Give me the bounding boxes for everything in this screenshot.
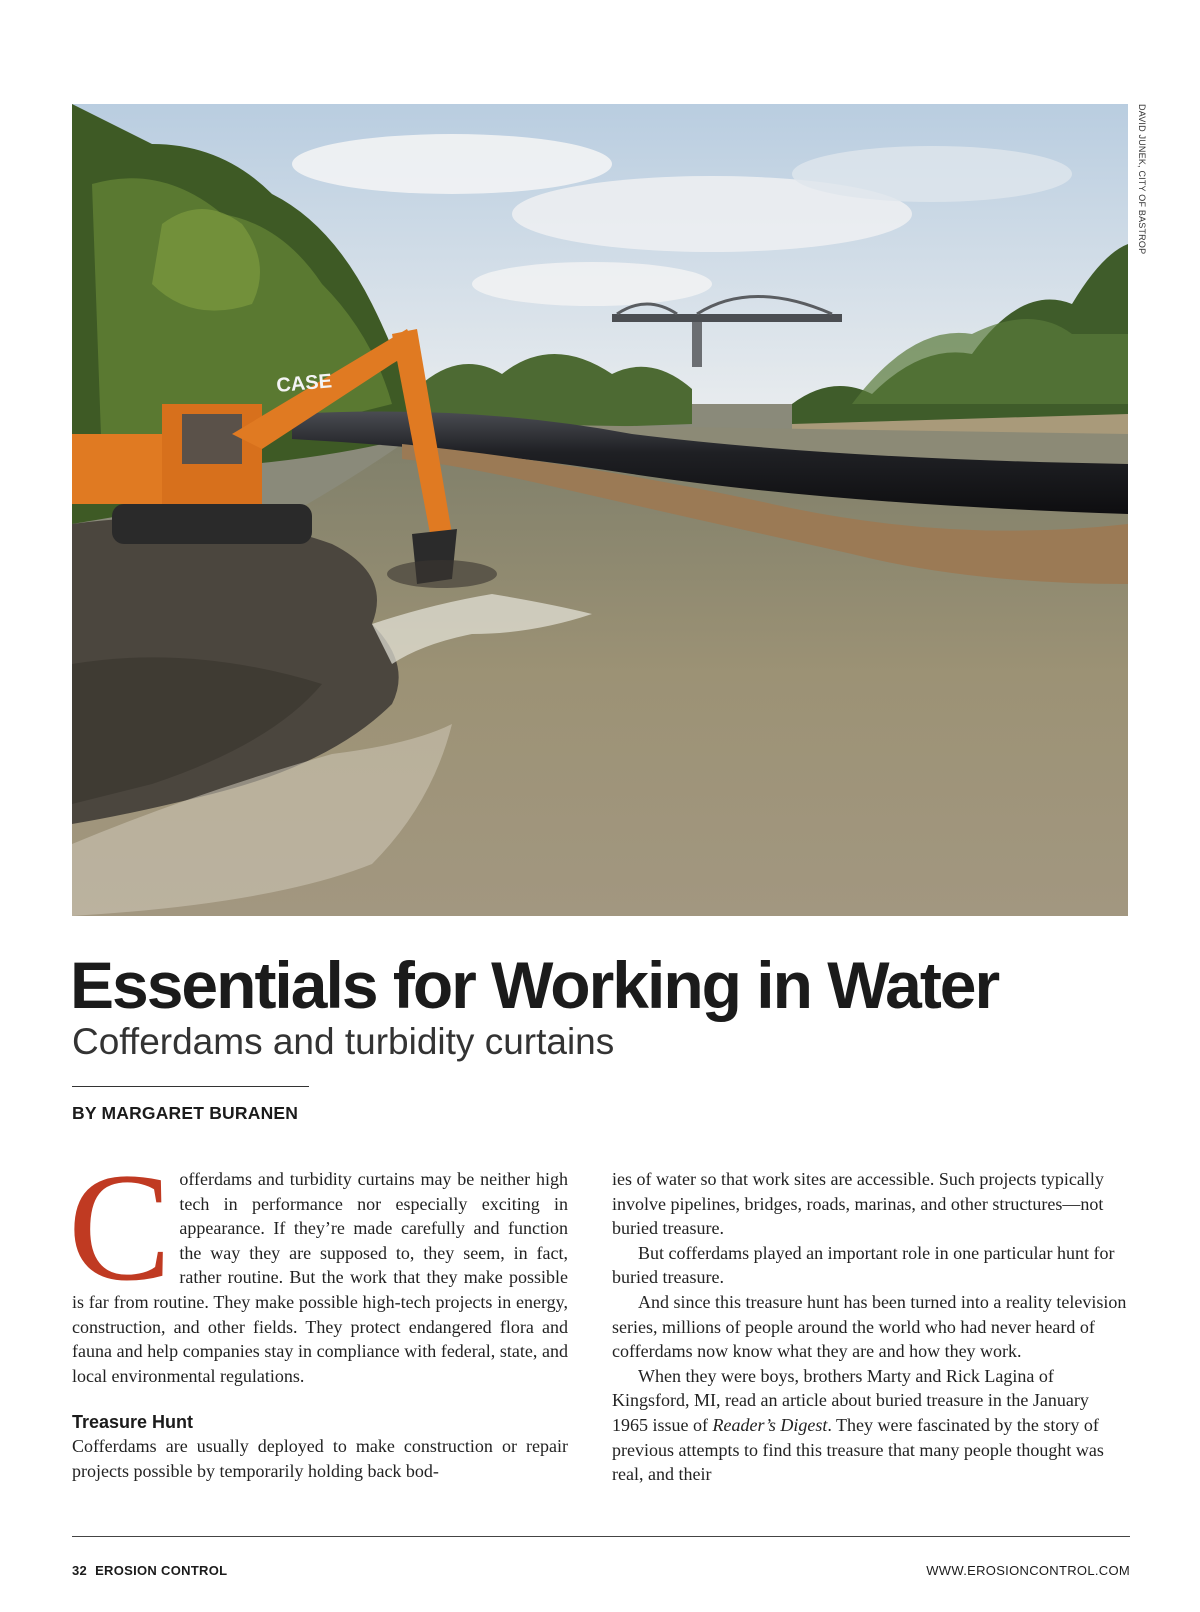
paragraph: And since this treasure hunt has been turned into a reality television series, millions of people around the world who had never heard of cofferdams now know what they are and how they work. bbox=[612, 1291, 1127, 1362]
hero-photo bbox=[72, 104, 1128, 916]
photo-credit: DAVID JUNEK, CITY OF BASTROP bbox=[1137, 104, 1147, 255]
title-divider bbox=[72, 1086, 309, 1087]
byline: BY MARGARET BURANEN bbox=[72, 1103, 299, 1123]
paragraph bbox=[68, 1141, 568, 1388]
footer-website: WWW.EROSIONCONTROL.COM bbox=[926, 1563, 1130, 1578]
paragraph-text: offerdams and turbidity curtains may be neither high tech in performance nor especially exciting in appearance. If they’re made carefully and function the way they are supposed to, they seem, in fact, rather routine. But the work that they make possible is far from routine. They make possible high-tech projects in energy, construction, and other fields. They protect endangered flora and fauna and help companies stay in compliance with federal, state, and local environmental regulations. bbox=[72, 1169, 568, 1386]
text-column-left bbox=[68, 1141, 568, 1484]
paragraph bbox=[612, 1364, 1128, 1487]
page-number: 32 bbox=[72, 1563, 88, 1578]
paragraph-text: . They were fascinated by the story of previous attempts to find this treasure that many people thought was real, and their bbox=[612, 1414, 1104, 1485]
publication-name: EROSION CONTROL bbox=[95, 1563, 228, 1578]
paragraph: ies of water so that work sites are accessible. Such projects typically involve pipelines, bridges, roads, marinas, and other structures—not buried treasure. bbox=[612, 1169, 1104, 1239]
excavator-river-illustration bbox=[72, 104, 1128, 916]
footer-divider bbox=[72, 1536, 1130, 1537]
paragraph-text: When they were boys, brothers Marty and Rick Lagina of Kingsford, MI, read an article about buried treasure in the January 1965 issue of bbox=[612, 1365, 1089, 1435]
case-logo: CASE bbox=[275, 370, 333, 397]
publication-title: Reader’s Digest bbox=[712, 1414, 828, 1435]
paragraph: Cofferdams are usually deployed to make construction or repair projects possible by temporarily holding back bod- bbox=[72, 1436, 568, 1481]
paragraph: But cofferdams played an important role in one particular hunt for buried treasure. bbox=[612, 1242, 1115, 1288]
article-title: Essentials for Working in Water bbox=[70, 948, 999, 1022]
section-subhead: Treasure Hunt bbox=[72, 1412, 194, 1433]
article-subtitle: Cofferdams and turbidity curtains bbox=[72, 1021, 615, 1062]
drop-cap: C bbox=[68, 1141, 172, 1313]
footer-folio bbox=[72, 1563, 227, 1578]
text-column-right bbox=[612, 1167, 1128, 1487]
